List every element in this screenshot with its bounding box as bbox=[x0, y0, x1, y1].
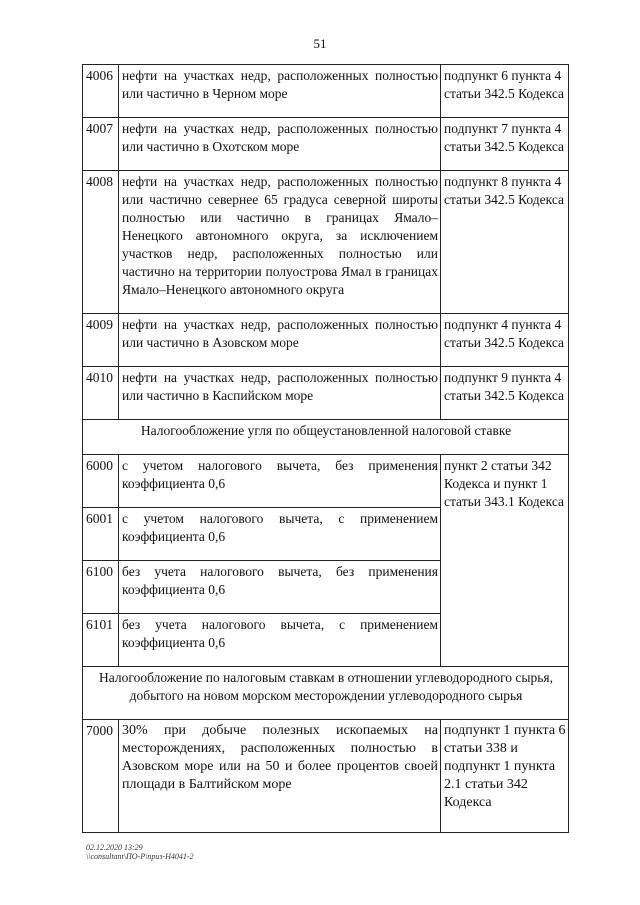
table-row bbox=[83, 171, 569, 314]
row-description: 30% при добыче полезных ископаемых на месторождениях, расположенных полностью в Азовском море или на 50 и более процентов своей площади в Балтийском море bbox=[119, 720, 441, 833]
coal-section-title: Налогообложение угля по общеустановленной налоговой ставке bbox=[83, 420, 569, 455]
row-reference: подпункт 9 пункта 4 статьи 342.5 Кодекса bbox=[441, 367, 569, 420]
row-code: 6001 bbox=[83, 508, 119, 561]
document-footer bbox=[86, 843, 194, 861]
row-code: 4007 bbox=[83, 118, 119, 171]
row-reference: подпункт 8 пункта 4 статьи 342.5 Кодекса bbox=[441, 171, 569, 314]
offshore-section-title: Налогообложение по налоговым ставкам в отношении углеводородного сырья, добытого на новом морском месторождении углеводородного сырья bbox=[83, 667, 569, 720]
page-number: 51 bbox=[313, 36, 327, 51]
section-header-row bbox=[83, 667, 569, 720]
table-row bbox=[83, 314, 569, 367]
row-description: нефти на участках недр, расположенных полностью или частично в Охотском море bbox=[119, 118, 441, 171]
coal-section-reference: пункт 2 статьи 342 Кодекса и пункт 1 статьи 343.1 Кодекса bbox=[441, 455, 569, 667]
row-code: 4009 bbox=[83, 314, 119, 367]
row-description: нефти на участках недр, расположенных полностью или частично севернее 65 градуса северной широты полностью или частично в границах Ямало–Ненецкого автономного округа, за исключением участков недр, расположенных полностью или частично на территории полуострова Ямал в границах Ямало–Ненецкого автономного округа bbox=[119, 171, 441, 314]
row-description: без учета налогового вычета, без применения коэффициента 0,6 bbox=[119, 561, 441, 614]
row-description: нефти на участках недр, расположенных полностью или частично в Каспийском море bbox=[119, 367, 441, 420]
row-code: 7000 bbox=[83, 720, 119, 833]
row-code: 4008 bbox=[83, 171, 119, 314]
table-row bbox=[83, 65, 569, 118]
table-row bbox=[83, 455, 569, 508]
footer-date: 02.12.2020 13:29 bbox=[86, 843, 143, 852]
row-code: 4010 bbox=[83, 367, 119, 420]
row-description: с учетом налогового вычета, с применением коэффициента 0,6 bbox=[119, 508, 441, 561]
row-code: 6101 bbox=[83, 614, 119, 667]
row-description: с учетом налогового вычета, без применения коэффициента 0,6 bbox=[119, 455, 441, 508]
row-code: 6000 bbox=[83, 455, 119, 508]
row-reference: подпункт 6 пункта 4 статьи 342.5 Кодекса bbox=[441, 65, 569, 118]
row-description: нефти на участках недр, расположенных полностью или частично в Черном море bbox=[119, 65, 441, 118]
row-description: без учета налогового вычета, с применением коэффициента 0,6 bbox=[119, 614, 441, 667]
row-reference: подпункт 4 пункта 4 статьи 342.5 Кодекса bbox=[441, 314, 569, 367]
footer-file-path: \\consultant\ПО-Р\приз-Н4041-2 bbox=[86, 852, 194, 861]
table-row bbox=[83, 720, 569, 833]
row-code: 6100 bbox=[83, 561, 119, 614]
row-code: 4006 bbox=[83, 65, 119, 118]
section-header-row bbox=[83, 420, 569, 455]
tax-code-table bbox=[82, 64, 569, 833]
row-description: нефти на участках недр, расположенных полностью или частично в Азовском море bbox=[119, 314, 441, 367]
row-reference: подпункт 7 пункта 4 статьи 342.5 Кодекса bbox=[441, 118, 569, 171]
table-row bbox=[83, 367, 569, 420]
table-row bbox=[83, 118, 569, 171]
row-reference: подпункт 1 пункта 6 статьи 338 и подпункт 1 пункта 2.1 статьи 342 Кодекса bbox=[441, 720, 569, 833]
